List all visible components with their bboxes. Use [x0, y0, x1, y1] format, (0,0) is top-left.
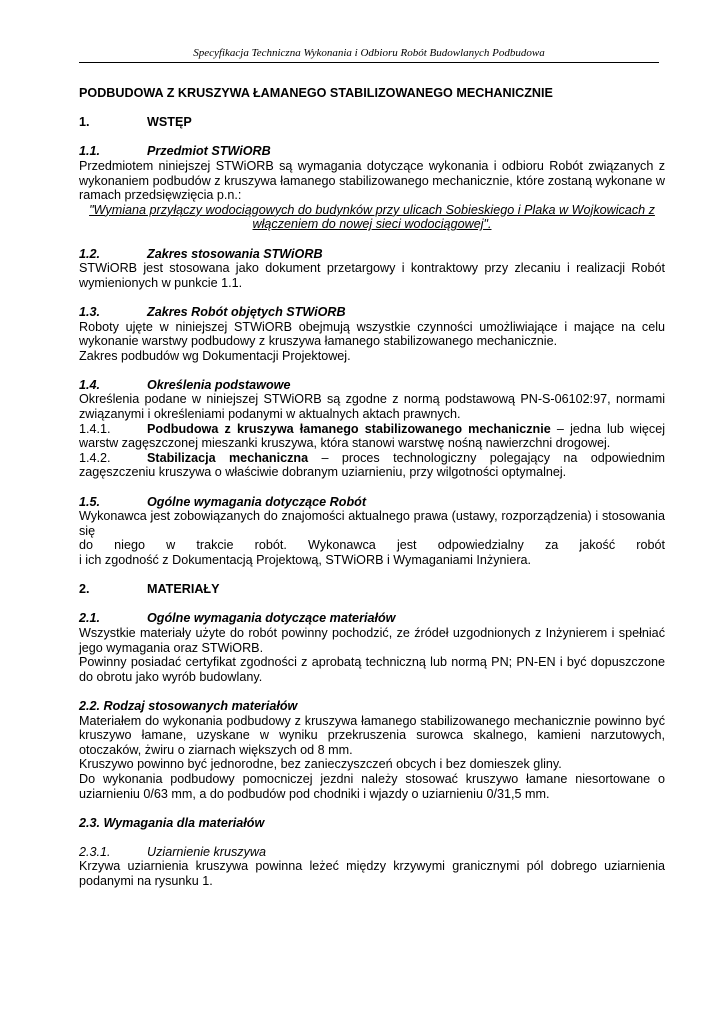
section-2-2-text-3: Do wykonania podbudowy pomocniczej jezdni należy stosować kruszywo łamane niesortowane o uziarnieniu 0/63 mm, a do podbudów pod chodniki i wjazdy o uziarnieniu 0/31,5 mm. [79, 771, 665, 801]
section-1-3-text: Roboty ujęte w niniejszej STWiORB obejmują wszystkie czynności umożliwiające i mające na celu wykonanie warstwy podbudowy z kruszywa łamanego stabilizowanego mechanicznie. [79, 319, 665, 349]
section-1-3-text-2: Zakres podbudów wg Dokumentacji Projektowej. [79, 348, 351, 363]
project-name-line-1: "Wymiana przyłączy wodociągowych do budynków przy ulicach Sobieskiego i Plaka w Wojkowicach z [89, 202, 655, 217]
section-1-2-heading [79, 247, 665, 262]
section-1-5-line-1: Wykonawca jest zobowiązanych do znajomości aktualnego prawa (ustawy, rozporządzenia) i stosowania się [79, 509, 665, 538]
definition-term: Stabilizacja mechaniczna [147, 450, 309, 465]
section-2-2-heading [79, 699, 665, 714]
section-number: 1.5. [79, 494, 101, 509]
section-number: 1.2. [79, 246, 101, 261]
page-header: Specyfikacja Techniczna Wykonania i Odbioru Robót Budowlanych Podbudowa [193, 47, 545, 59]
section-label: Przedmiot STWiORB [147, 144, 271, 159]
definition-term: Podbudowa z kruszywa łamanego stabilizowanego mechanicznie [147, 421, 551, 436]
project-name-line-2: włączeniem do nowej sieci wodociągowej". [252, 217, 492, 232]
section-number: 2.3.1. [79, 844, 111, 859]
section-2-1-heading [79, 611, 665, 626]
section-1-5-line-2: do niego w trakcie robót. Wykonawca jest odpowiedzialny za jakość robót [79, 538, 665, 553]
section-1-1-heading [79, 144, 665, 159]
section-2-3-1-text: Krzywa uziarnienia kruszywa powinna leżeć między krzywymi granicznymi pól dobrego uziarnienia podanymi na rysunku 1. [79, 859, 665, 889]
header-rule [79, 62, 659, 63]
section-1-2-text: STWiORB jest stosowana jako dokument przetargowy i kontraktowy przy zlecaniu i realizacji Robót wymienionych w punkcie 1.1. [79, 261, 665, 290]
section-label: 2.2. Rodzaj stosowanych materiałów [79, 698, 298, 713]
document-body [79, 86, 665, 889]
section-1-4-heading [79, 378, 665, 393]
section-number: 1.1. [79, 144, 101, 159]
definition-1-4-1 [79, 422, 665, 451]
section-number: 1.3. [79, 304, 101, 319]
section-2-1-text: Wszystkie materiały użyte do robót powinny pochodzić, ze źródeł uzgodnionych z Inżynierem i spełniać jego wymagania oraz STWiORB. [79, 625, 665, 655]
section-label: Uziarnienie kruszywa [147, 844, 266, 859]
section-label: Ogólne wymagania dotyczące materiałów [147, 611, 396, 626]
section-label: Zakres stosowania STWiORB [147, 246, 323, 261]
section-2-1-text-2: Powinny posiadać certyfikat zgodności z aprobatą techniczną lub normą PN; PN-EN i być dopuszczone do obrotu jako wyrób budowlany. [79, 655, 665, 684]
section-2-2-text: Materiałem do wykonania podbudowy z kruszywa łamanego stabilizowanego mechanicznie powinno być kruszywo łamane, uzyskane w wyniku przekruszenia surowca skalnego, kamieni narzutowych, otoczaków, żwiru o ziarnach większych od 8 mm. [79, 713, 665, 757]
section-2-3-heading [79, 816, 665, 831]
section-1-5-heading [79, 495, 665, 510]
definition-text: – proces technologiczny polegający na odpowiednim zagęszczeniu kruszywa o właściwie dobranym uziarnieniu, przy wilgotności optymalnej. [79, 450, 666, 480]
definition-number: 1.4.1. [79, 421, 111, 436]
section-label: Zakres Robót objętych STWiORB [147, 304, 346, 319]
section-number: 2.1. [79, 611, 101, 626]
section-1-heading [79, 115, 665, 130]
section-label: MATERIAŁY [147, 582, 220, 597]
section-1-1-text: Przedmiotem niniejszej STWiORB są wymagania dotyczące wykonania i odbioru Robót związanych z wykonaniem podbudów z kruszywa łamanego stabilizowanego mechanicznie, które zostaną wykonane w ramach przedsięwzięcia p.n.: [79, 158, 665, 203]
definition-text: – jedna lub więcej warstw zagęszczonej mieszanki kruszywa, która stanowi warstwę nośną nawierzchni drogowej. [79, 421, 665, 451]
section-label: 2.3. Wymagania dla materiałów [79, 815, 265, 830]
section-2-2-text-2: Kruszywo powinno być jednorodne, bez zanieczyszczeń obcych i bez domieszek gliny. [79, 757, 562, 772]
section-1-5-line-3: i ich zgodność z Dokumentacją Projektową, STWiORB i Wymaganiami Inżyniera. [79, 553, 532, 567]
section-number: 1. [79, 115, 90, 130]
definition-1-4-2 [79, 451, 665, 480]
section-label: Określenia podstawowe [147, 377, 291, 392]
section-label: Ogólne wymagania dotyczące Robót [147, 494, 367, 509]
section-1-4-text: Określenia podane w niniejszej STWiORB są zgodne z normą podstawową PN-S-06102:97, normami związanymi i określeniami podanymi w aktualnych aktach prawnych. [79, 392, 665, 422]
section-number: 1.4. [79, 377, 101, 392]
section-2-heading [79, 582, 665, 597]
section-1-3-heading [79, 305, 665, 320]
section-2-3-1-heading [79, 845, 665, 860]
document-title: PODBUDOWA Z KRUSZYWA ŁAMANEGO STABILIZOWANEGO MECHANICZNIE [79, 86, 553, 100]
definition-number: 1.4.2. [79, 450, 111, 465]
section-number: 2. [79, 582, 90, 597]
section-label: WSTĘP [147, 115, 192, 130]
